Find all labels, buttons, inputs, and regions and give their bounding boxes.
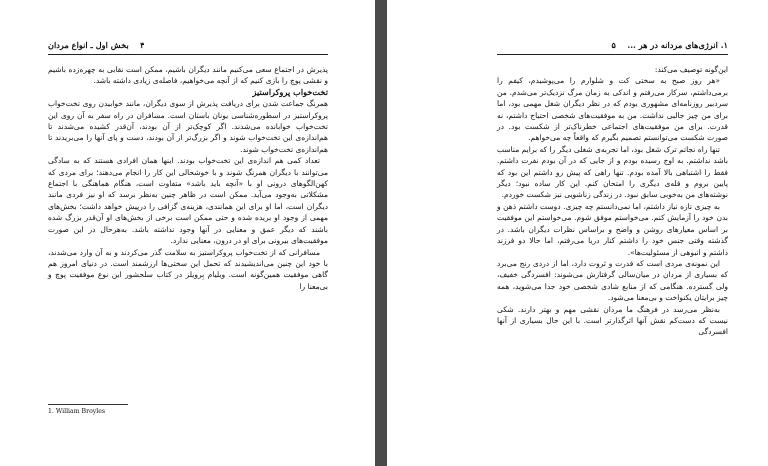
right-header-rule	[497, 54, 728, 55]
section-subheading: تخت‌خواب پروکراستیز	[252, 86, 328, 97]
right-paragraph: به چیزی تازه نیاز داشتم، اما نمی‌دانستم چه چیزی. دوست داشتم ذهن و بدن خود را آزمایش کنم. می‌خواستم موفق شوم. می‌خواستم این موفقیت بر اساس معیارهای روشن و واضح و براساس نظرات دیگران باشد. در گذشته وقتی جنس خود را داشتم کنار دریا می‌رفتم، اما حالا دو فرزند داشتم و انبوهی از مسئولیت‌ها».	[497, 201, 728, 257]
left-body	[48, 64, 328, 292]
right-paragraph: «هر روز صبح به سختی کت و شلوارم را می‌پوشیدم، کیفم را برمی‌داشتم، سرکار می‌رفتم و اندکی به زمان مرگ نزدیک‌تر می‌شدم. من سردبیر روزنامه‌ای مشهوری بودم که در نظر دیگران شغل مهمی بود، اما برای من چیز جالبی نداشت. من به موفقیت‌های شخصی احتیاج داشتم، نه قدرت. برای من موفقیت‌های اجتماعی خطرناک‌تر از شکست بود. در صورت شکست می‌توانستم تصمیم بگیرم که واقعاً چه می‌خواهم.	[497, 76, 728, 143]
left-running-head: بخش اول ـ انواع مردان	[48, 40, 129, 50]
left-page-header	[48, 40, 145, 50]
right-page-header	[612, 40, 728, 50]
right-running-head: ۱. انرژی‌های مردانه در هر ...	[627, 40, 728, 50]
page-gutter	[375, 0, 387, 466]
left-paragraph: همرنگ جماعت شدن برای دریافت پذیرش از سوی دیگران، مانند خوابیدن روی تخت‌خواب پروکراستیز در اسطوره‌شناسی یونان باستان است. مسافران در راه سفر به آن روی این تخت‌خواب خوابانده می‌شدند. اگر کوچک‌تر از آن بودند، آن‌قدر کشیده می‌شدند تا هم‌اندازه‌ی این تخت‌خواب شوند و اگر بزرگ‌تر از آن بودند، دست و پای آنها را می‌بریدند تا هم‌اندازه‌ی تخت‌خواب شوند.	[48, 99, 328, 154]
right-body	[497, 64, 728, 338]
left-paragraph: پذیرش در اجتماع سعی می‌کنیم مانند دیگران باشیم، ممکن است نقابی به چهره‌زده باشیم و نقشی پوچ را بازی کنیم که از آنچه می‌خواهیم، فاصله‌ی زیادی داشته باشد.	[48, 65, 328, 86]
left-page-number: ۴	[140, 40, 145, 50]
right-page	[387, 0, 768, 466]
right-paragraph: تنها راه نجاتم ترک شغل بود، اما تجربه‌ی شغلی دیگر را که برایم مناسب باشد نداشتم. به اوج رسیده بودم و از جایی که در آن بودم نفرت داشتم. فقط را اشتباهی بالا آمده بودم. تنها راهی که پیش رو داشتم این بود که پایین بروم و قله‌ی دیگری را امتحان کنم. این کار ساده نبود؛ دیگر نوشته‌های من به‌خوبی سابق نبود. در زندگی زناشویی نیز شکست خوردم.	[497, 144, 728, 200]
left-paragraph: مسافرانی که از تخت‌خواب پروکراستیز به سلامت گذر می‌کردند و به آن وارد می‌شدند، با خود این چنین می‌اندیشیدند که تحمل این سختی‌ها ارزشمند است. در دنیای امروز هم گاهی موفقیت همین‌گونه است. ویلیام بِرویلز در کتاب سلحشور این نوع موفقیت پوچ و بی‌معنا را	[48, 247, 328, 291]
footnote-rule	[48, 404, 128, 405]
right-paragraph: به‌نظر می‌رسد در فرهنگ ما مردان نقشی مهم و بهتر دارند. شکی نیست که دست‌کم نقش آنها اثرگذارتر است. با این حال بسیاری از آنها افسردگی	[497, 304, 728, 337]
right-paragraph: این‌گونه توصیف می‌کند:	[654, 65, 728, 74]
right-paragraph: این نمونه‌ی مردی است که قدرت و ثروت دارد، اما از دردی رنج می‌برد که بسیاری از مردان در میان‌سالی گرفتارش می‌شوند: افسردگی خفیف، ولی گسترده. هنگامی که از منابع شادی شخصی خود جدا می‌شوید، همه چیز برایتان یکنواخت و بی‌معنا می‌شود.	[497, 258, 728, 303]
right-page-number: ۵	[611, 40, 616, 50]
left-paragraph: تعداد کمی هم اندازه‌ی این تخت‌خواب بودند. اینها همان افرادی هستند که به سادگی می‌توانند با دیگران همرنگ شوند و با خوشحالی این کار را انجام می‌دهند؛ برای مردی که کهن‌الگوهای درونی او با «آنچه باید باشد» متفاوت است، هنگام هماهنگی با اجتماع مشکلاتی به‌وجود می‌آید. ممکن است در ظاهر چنین به‌نظر برسد که او نیز فردی مانند دیگران است، اما او برای این همانندی، هزینه‌ی گزافی را درپیش خواهد داشت؛ بخش‌های مهمی از وجود او بریده شده و حتی ممکن است برخی از بخش‌های او آن‌قدر بزرگ شده باشند که دیگر عمق و معنایی در آنها وجود نداشته باشد. به‌هرحال در این صورت موفقیت‌های بیرونی برای او در درون، معنایی ندارد.	[48, 156, 328, 246]
left-header-rule	[48, 54, 328, 55]
left-page	[0, 0, 375, 466]
footnote: 1. William Broyles	[48, 408, 106, 415]
